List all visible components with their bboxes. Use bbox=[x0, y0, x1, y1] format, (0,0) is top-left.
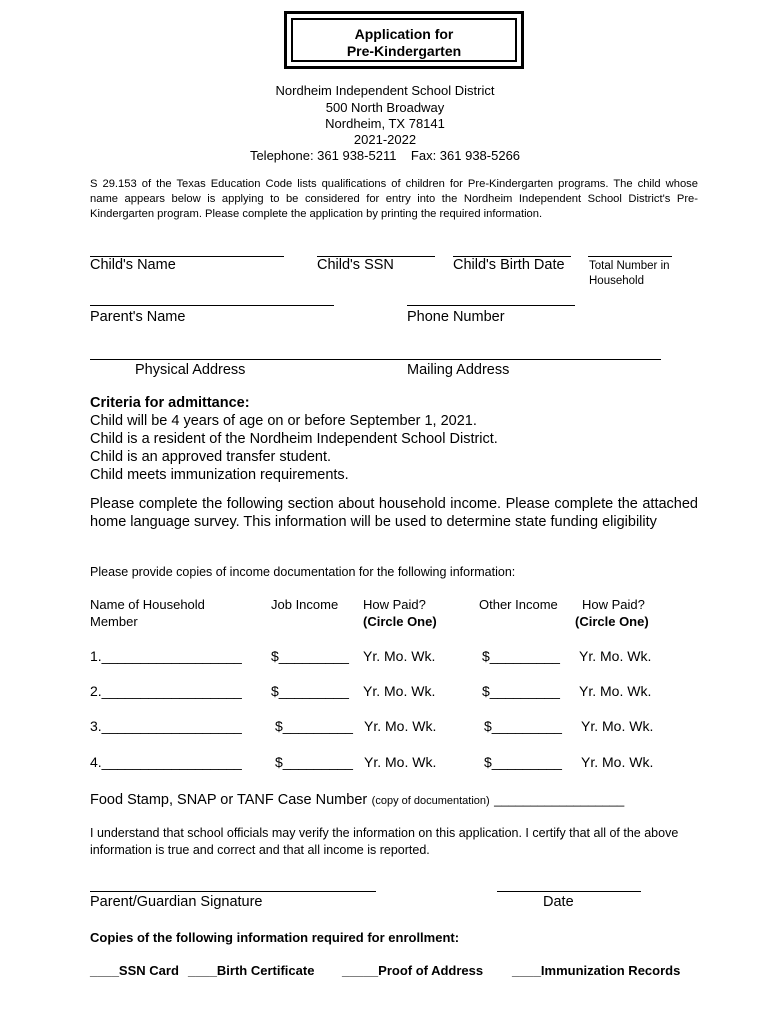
child-name-label: Child's Name bbox=[90, 257, 176, 273]
other-income-field[interactable]: $_________ bbox=[484, 718, 562, 734]
other-paid-options[interactable]: Yr. Mo. Wk. bbox=[579, 683, 652, 699]
other-income-field[interactable]: $_________ bbox=[484, 754, 562, 770]
col-paid2-header-2: (Circle One) bbox=[575, 614, 649, 629]
criteria-heading: Criteria for admittance: bbox=[90, 395, 250, 411]
member-name-field[interactable]: 4.__________________ bbox=[90, 754, 242, 770]
criteria-item: Child will be 4 years of age on or before September 1, 2021. bbox=[90, 413, 477, 429]
col-job-header: Job Income bbox=[271, 597, 339, 612]
signature-line[interactable] bbox=[90, 891, 376, 892]
ssn-card-check[interactable]: ____SSN Card bbox=[90, 963, 179, 978]
job-paid-options[interactable]: Yr. Mo. Wk. bbox=[363, 683, 436, 699]
phone-number-label: Phone Number bbox=[407, 309, 505, 325]
proof-of-address-check[interactable]: _____Proof of Address bbox=[342, 963, 484, 978]
col-name-header-1: Name of Household bbox=[90, 597, 205, 612]
member-name-field[interactable]: 2.__________________ bbox=[90, 683, 242, 699]
child-ssn-label: Child's SSN bbox=[317, 257, 394, 273]
col-paid-header-1: How Paid? bbox=[363, 597, 426, 612]
household-total-line[interactable] bbox=[588, 256, 672, 257]
other-income-field[interactable]: $_________ bbox=[482, 648, 560, 664]
member-name-field[interactable]: 1.__________________ bbox=[90, 648, 242, 664]
criteria-item: Child meets immunization requirements. bbox=[90, 467, 349, 483]
household-total-label-2: Household bbox=[589, 275, 644, 287]
household-total-label-1: Total Number in bbox=[589, 260, 670, 272]
col-paid2-header-1: How Paid? bbox=[582, 597, 645, 612]
job-paid-options[interactable]: Yr. Mo. Wk. bbox=[364, 754, 437, 770]
other-paid-options[interactable]: Yr. Mo. Wk. bbox=[579, 648, 652, 664]
physical-address-label: Physical Address bbox=[135, 362, 246, 378]
date-label: Date bbox=[543, 894, 574, 910]
income-intro: Please complete the following section about household income. Please complete the attached home language survey. This information will be used to determine state funding eligibility bbox=[90, 496, 698, 530]
job-income-field[interactable]: $_________ bbox=[275, 754, 353, 770]
job-paid-options[interactable]: Yr. Mo. Wk. bbox=[363, 648, 436, 664]
certify-statement: I understand that school officials may verify the information on this application. I certify that all of the above information is true and correct and that all income is reported. bbox=[90, 826, 679, 857]
other-paid-options[interactable]: Yr. Mo. Wk. bbox=[581, 718, 654, 734]
district-phone: Telephone: 361 938-5211 Fax: 361 938-5266 bbox=[249, 148, 521, 163]
criteria-item: Child is a resident of the Nordheim Independent School District. bbox=[90, 431, 498, 447]
parent-name-label: Parent's Name bbox=[90, 309, 186, 325]
food-stamp-note: (copy of documentation) bbox=[371, 795, 490, 807]
address-line[interactable] bbox=[90, 359, 661, 360]
phone-number-line[interactable] bbox=[407, 305, 575, 306]
child-birth-label: Child's Birth Date bbox=[453, 257, 565, 273]
member-name-field[interactable]: 3.__________________ bbox=[90, 718, 242, 734]
criteria-item: Child is an approved transfer student. bbox=[90, 449, 331, 465]
copies-heading: Copies of the following information required for enrollment: bbox=[90, 930, 460, 945]
food-stamp-label: Food Stamp, SNAP or TANF Case Number bbox=[90, 792, 368, 808]
parent-name-line[interactable] bbox=[90, 305, 334, 306]
school-year: 2021-2022 bbox=[353, 132, 417, 147]
food-stamp-row bbox=[90, 791, 624, 809]
form-title-line1: Application for bbox=[354, 26, 454, 42]
date-line[interactable] bbox=[497, 891, 641, 892]
job-paid-options[interactable]: Yr. Mo. Wk. bbox=[364, 718, 437, 734]
income-docs-note: Please provide copies of income documentation for the following information: bbox=[90, 565, 516, 579]
signature-label: Parent/Guardian Signature bbox=[90, 894, 263, 910]
other-paid-options[interactable]: Yr. Mo. Wk. bbox=[581, 754, 654, 770]
title-box bbox=[284, 11, 524, 69]
job-income-field[interactable]: $_________ bbox=[271, 648, 349, 664]
title-inner-box bbox=[291, 18, 517, 62]
district-name: Nordheim Independent School District bbox=[275, 83, 495, 98]
intro-paragraph: S 29.153 of the Texas Education Code lists qualifications of children for Pre-Kindergarten programs. The child whose name appears below is applying to be considered for entry into the Nordheim Independent School District's Pre-Kindergarten program. Please complete the application by printing the required information. bbox=[90, 178, 698, 220]
form-title-line2: Pre-Kindergarten bbox=[346, 43, 462, 59]
job-income-field[interactable]: $_________ bbox=[271, 683, 349, 699]
other-income-field[interactable]: $_________ bbox=[482, 683, 560, 699]
district-street: 500 North Broadway bbox=[325, 100, 445, 115]
col-name-header-2: Member bbox=[90, 614, 138, 629]
mailing-address-label: Mailing Address bbox=[407, 362, 510, 378]
col-other-header: Other Income bbox=[479, 597, 558, 612]
birth-certificate-check[interactable]: ____Birth Certificate bbox=[188, 963, 315, 978]
col-paid-header-2: (Circle One) bbox=[363, 614, 437, 629]
job-income-field[interactable]: $_________ bbox=[275, 718, 353, 734]
immunization-records-check[interactable]: ____Immunization Records bbox=[512, 963, 681, 978]
district-city: Nordheim, TX 78141 bbox=[325, 116, 445, 131]
food-stamp-field[interactable]: __________________ bbox=[494, 792, 625, 807]
